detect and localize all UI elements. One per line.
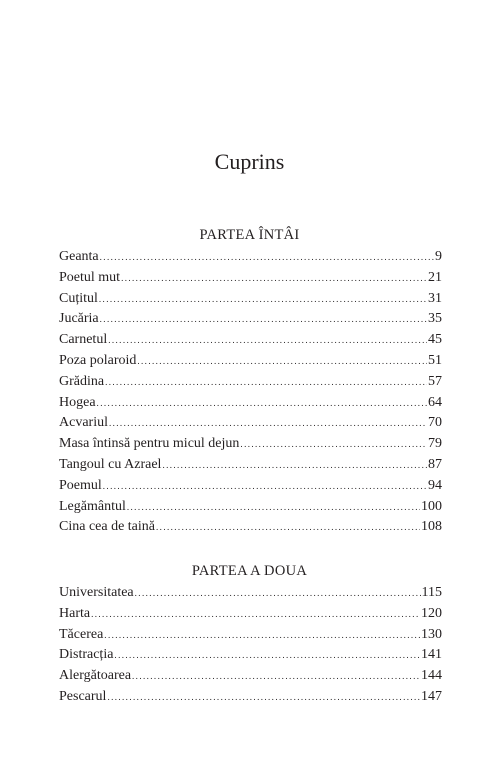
toc-entry-page: 100 xyxy=(421,498,442,514)
toc-entry-page: 120 xyxy=(421,605,442,621)
dot-leader xyxy=(137,351,427,372)
toc-entry[interactable] xyxy=(59,687,442,708)
toc-entry[interactable] xyxy=(59,517,442,538)
part-heading-2: PARTEA A DOUA xyxy=(191,563,308,579)
toc-entry-page: 9 xyxy=(435,249,442,264)
dot-leader xyxy=(107,687,420,708)
toc-entry[interactable] xyxy=(59,666,442,687)
toc-entry[interactable] xyxy=(59,289,442,310)
toc-entry-page: 147 xyxy=(421,688,442,704)
dot-leader xyxy=(103,476,427,497)
dot-leader xyxy=(91,604,420,625)
dot-leader xyxy=(162,455,427,476)
toc-entry-page: 31 xyxy=(428,290,442,306)
dot-leader xyxy=(121,268,427,289)
toc-entry-page: 35 xyxy=(428,311,442,327)
dot-leader xyxy=(104,625,420,646)
dot-leader xyxy=(240,434,427,455)
dot-leader xyxy=(109,413,427,434)
page-title: Cuprins xyxy=(214,149,285,174)
toc-entry-title: Tăcerea xyxy=(59,626,104,642)
dot-leader xyxy=(156,517,420,538)
toc-entry-page: 115 xyxy=(421,585,442,600)
toc-entry[interactable] xyxy=(59,413,442,434)
toc-entry[interactable] xyxy=(59,604,442,625)
toc-entry-title: Tangoul cu Azrael xyxy=(59,456,162,472)
toc-entry-page: 51 xyxy=(428,352,442,368)
toc-entry-title: Distracția xyxy=(59,647,114,663)
toc-entry-page: 79 xyxy=(428,436,442,452)
toc-entry-page: 94 xyxy=(428,477,442,493)
toc-entry-title: Alergătoarea xyxy=(59,668,132,684)
dot-leader xyxy=(97,393,427,414)
toc-entry-title: Poetul mut xyxy=(59,269,121,285)
toc-entry[interactable] xyxy=(59,330,442,351)
toc-list-part-1 xyxy=(59,247,442,538)
toc-entry[interactable] xyxy=(59,476,442,497)
toc-entry[interactable] xyxy=(59,434,442,455)
toc-entry-title: Grădina xyxy=(59,373,105,389)
dot-leader xyxy=(132,666,420,687)
toc-entry[interactable] xyxy=(59,497,442,518)
toc-entry-page: 57 xyxy=(428,373,442,389)
toc-entry-page: 21 xyxy=(428,269,442,285)
toc-entry-page: 144 xyxy=(421,668,442,684)
toc-entry-title: Pescarul xyxy=(59,688,107,704)
toc-entry[interactable] xyxy=(59,583,442,604)
toc-entry-page: 70 xyxy=(428,415,442,431)
dot-leader xyxy=(114,645,420,666)
toc-entry-title: Cina cea de taină xyxy=(59,519,156,535)
toc-entry-title: Poemul xyxy=(59,477,102,493)
toc-entry-title: Poza polaroid xyxy=(59,352,137,368)
toc-entry[interactable] xyxy=(59,625,442,646)
toc-entry[interactable] xyxy=(59,393,442,414)
dot-leader xyxy=(135,583,421,604)
dot-leader xyxy=(100,309,427,330)
toc-entry-title: Acvariul xyxy=(59,415,108,431)
toc-entry[interactable] xyxy=(59,268,442,289)
toc-entry-page: 141 xyxy=(421,647,442,663)
toc-entry-title: Universitatea xyxy=(59,585,134,600)
toc-entry[interactable] xyxy=(59,372,442,393)
toc-entry-title: Carnetul xyxy=(59,332,108,348)
toc-entry-title: Cuțitul xyxy=(59,290,98,306)
toc-entry-title: Hogea xyxy=(59,394,96,410)
toc-list-part-2 xyxy=(59,583,442,708)
dot-leader xyxy=(127,497,420,518)
toc-entry-page: 87 xyxy=(428,456,442,472)
toc-entry-page: 64 xyxy=(428,394,442,410)
dot-leader xyxy=(100,247,434,268)
toc-entry[interactable] xyxy=(59,351,442,372)
toc-entry-title: Jucăria xyxy=(59,311,99,327)
toc-entry-title: Geanta xyxy=(59,249,99,264)
toc-entry[interactable] xyxy=(59,455,442,476)
toc-entry-page: 130 xyxy=(421,626,442,642)
toc-entry-title: Legământul xyxy=(59,498,126,514)
part-heading-1: PARTEA ÎNTÂI xyxy=(199,227,300,243)
toc-entry-title: Masa întinsă pentru micul dejun xyxy=(59,436,240,452)
toc-entry-title: Harta xyxy=(59,605,91,621)
dot-leader xyxy=(108,330,427,351)
dot-leader xyxy=(99,289,427,310)
toc-entry[interactable] xyxy=(59,645,442,666)
toc-entry-page: 45 xyxy=(428,332,442,348)
toc-entry-page: 108 xyxy=(421,519,442,535)
toc-entry[interactable] xyxy=(59,247,442,268)
toc-entry[interactable] xyxy=(59,309,442,330)
dot-leader xyxy=(105,372,427,393)
